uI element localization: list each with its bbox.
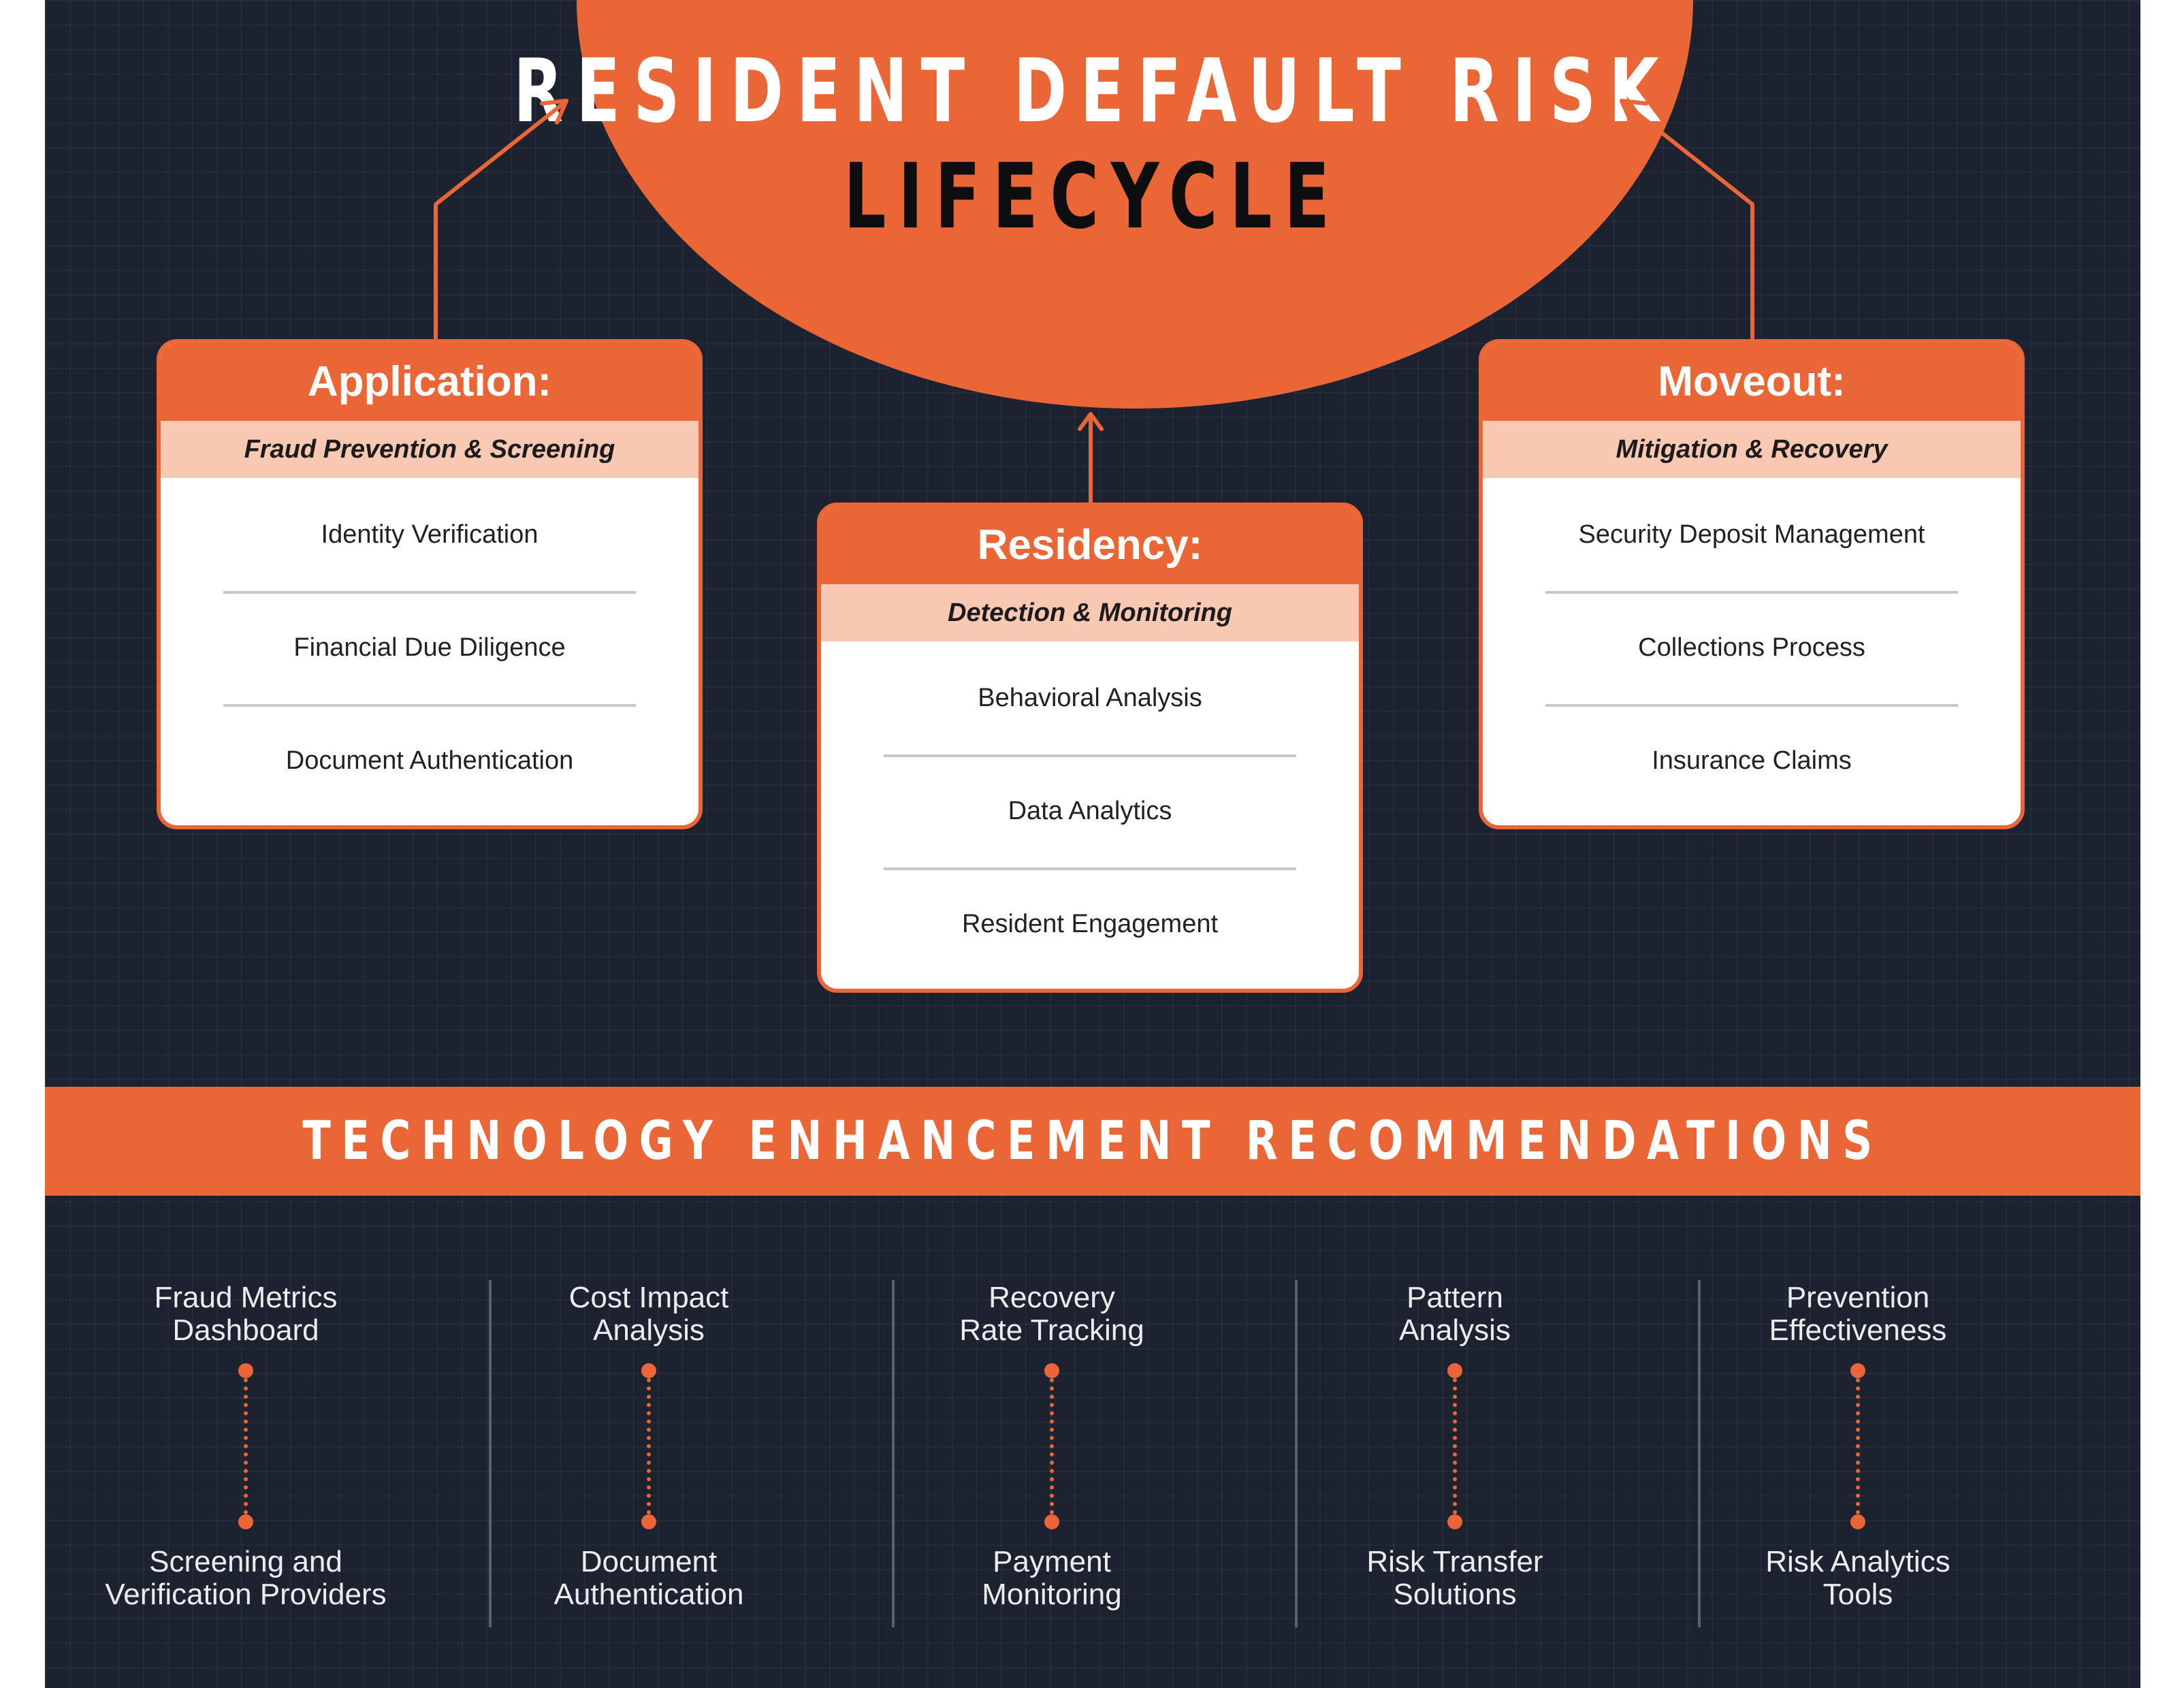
arrowhead-residency (1080, 414, 1102, 429)
dotted-connector (1856, 1378, 1860, 1514)
recommendation-bottom-label: Payment Monitoring (982, 1545, 1122, 1611)
card-subheading: Detection & Monitoring (821, 584, 1359, 641)
recommendation-column (45, 1273, 447, 1627)
recommendation-top-label: Fraud Metrics Dashboard (154, 1281, 338, 1347)
dotted-connector (1453, 1378, 1457, 1514)
recommendation-top-label: Pattern Analysis (1399, 1281, 1511, 1347)
title-line-2: LIFECYCLE (844, 144, 1342, 249)
card-subheading: Fraud Prevention & Screening (161, 421, 698, 478)
recommendation-column (1254, 1273, 1656, 1627)
recommendation-bottom-label: Document Authentication (553, 1545, 744, 1611)
connector-dot (1044, 1514, 1059, 1529)
recommendation-bottom-label: Risk Analytics Tools (1765, 1545, 1950, 1611)
recommendation-column (448, 1273, 850, 1627)
card-item: Document Authentication (161, 704, 698, 817)
card-heading: Application: (161, 343, 698, 421)
card-residency (817, 503, 1363, 993)
dotted-connector (1050, 1378, 1054, 1514)
card-item: Data Analytics (821, 754, 1359, 867)
card-item: Insurance Claims (1483, 704, 2021, 817)
recommendation-top-label: Cost Impact Analysis (568, 1281, 729, 1347)
recommendation-bottom-label: Risk Transfer Solutions (1366, 1545, 1543, 1611)
card-item: Security Deposit Management (1578, 520, 1925, 549)
recommendations-title: TECHNOLOGY ENHANCEMENT RECOMMENDATIONS (302, 1111, 1883, 1172)
connector-dot (1850, 1363, 1865, 1378)
card-subheading: Mitigation & Recovery (1483, 421, 2021, 478)
connector-dot (1044, 1363, 1059, 1378)
recommendation-top-label: Prevention Effectiveness (1769, 1281, 1947, 1347)
recommendation-column (851, 1273, 1253, 1627)
card-heading: Moveout: (1483, 343, 2021, 421)
card-item: Identity Verification (321, 520, 539, 549)
dotted-connector (244, 1378, 248, 1514)
connector-dot (641, 1514, 656, 1529)
connector-dot (1447, 1363, 1462, 1378)
connector-dot (641, 1363, 656, 1378)
card-moveout (1479, 339, 2025, 829)
dotted-connector (647, 1378, 651, 1514)
infographic-panel (45, 0, 2140, 1688)
card-heading: Residency: (821, 507, 1359, 584)
title-line-1: RESIDENT DEFAULT RISK (513, 41, 1672, 142)
card-application (157, 339, 703, 829)
connector-dot (1850, 1514, 1865, 1529)
card-item: Financial Due Diligence (161, 591, 698, 704)
card-item: Behavioral Analysis (978, 684, 1202, 712)
recommendation-column (1657, 1273, 2059, 1627)
connector-dot (1447, 1514, 1462, 1529)
card-item: Collections Process (1483, 591, 2021, 704)
recommendation-top-label: Recovery Rate Tracking (959, 1281, 1144, 1347)
connector-dot (238, 1363, 253, 1378)
connector-dot (238, 1514, 253, 1529)
recommendations-banner (45, 1087, 2140, 1196)
card-item: Resident Engagement (821, 867, 1359, 981)
recommendation-bottom-label: Screening and Verification Providers (105, 1545, 387, 1611)
